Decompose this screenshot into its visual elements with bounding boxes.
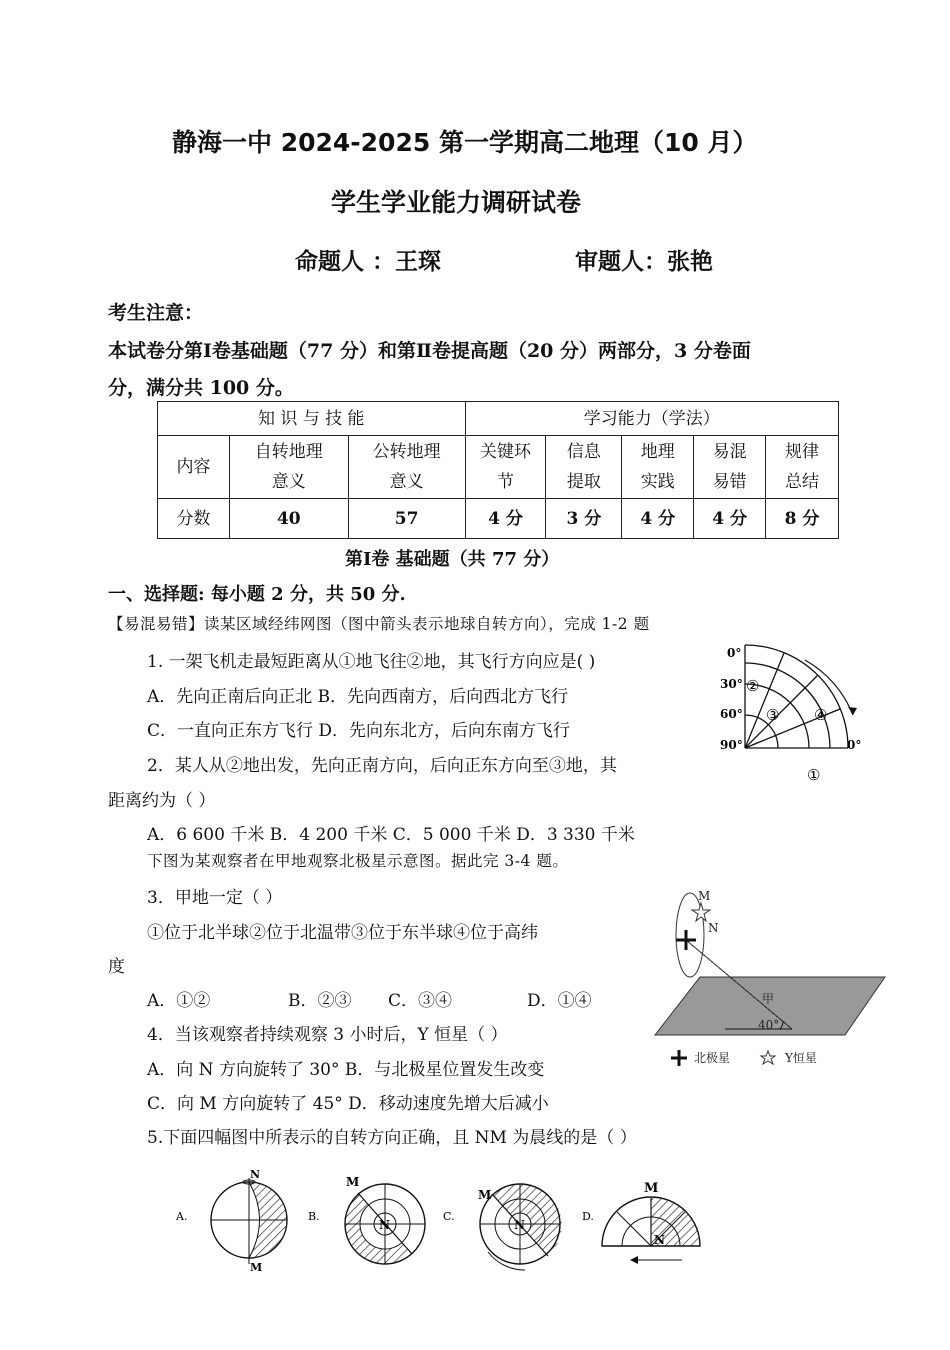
- q3-line-1: ①位于北半球②位于北温带③位于东半球④位于高纬: [147, 923, 538, 943]
- section-title: 第Ⅰ卷 基础题（共 77 分）: [345, 549, 560, 570]
- label-jia: 甲: [762, 992, 775, 1006]
- table-group-knowledge: 知 识 与 技 能: [158, 402, 466, 436]
- page-title: 静海一中 2024-2025 第一学期高二地理（10 月）: [172, 128, 758, 157]
- lat-long-grid-figure: [715, 645, 865, 795]
- y-star-icon: [692, 903, 710, 921]
- table-header-cell: 信息 提取: [546, 436, 622, 499]
- globe-a: [175, 1168, 287, 1274]
- q3-option-d[interactable]: D．①④: [527, 991, 592, 1011]
- table-header-cell: 公转地理 意义: [348, 436, 465, 499]
- table-row-label-content: 内容: [158, 436, 230, 499]
- label-n: N: [379, 1218, 390, 1232]
- q3-option-c[interactable]: C．③④: [388, 991, 453, 1011]
- lat-label: 60°: [720, 707, 743, 721]
- reviewer-label: 审题人：张艳: [575, 249, 713, 275]
- point-1: ①: [807, 766, 821, 784]
- table-score-cell: 57: [348, 499, 465, 539]
- q2-stem-2: 距离约为（ ）: [108, 791, 216, 811]
- option-a-label: A.: [176, 1210, 188, 1223]
- table-header-cell: 自转地理 意义: [229, 436, 348, 499]
- label-n: N: [708, 921, 719, 935]
- q2-stem-1: 2．某人从②地出发，先向正南方向，后向正东方向至③地，其: [147, 756, 617, 776]
- table-group-learning: 学习能力（学法）: [465, 402, 838, 436]
- lon-label: 0°: [847, 738, 862, 752]
- table-score-cell: 40: [229, 499, 348, 539]
- label-n: N: [514, 1218, 525, 1232]
- q3-line-2: 度: [108, 957, 125, 977]
- lat-label: 0°: [727, 646, 742, 660]
- legend-y-star-icon: [761, 1051, 775, 1064]
- intro-q1-2: 【易混易错】读某区域经纬网图（图中箭头表示地球自转方向），完成 1-2 题: [108, 615, 650, 633]
- table-header-cell: 关键环 节: [465, 436, 546, 499]
- arrow-head: [630, 1256, 638, 1264]
- option-c-label: C.: [443, 1210, 455, 1223]
- q4-stem: 4．当该观察者持续观察 3 小时后，Y 恒星（ ）: [147, 1025, 508, 1045]
- q1-options-cd[interactable]: C．一直向正东方飞行 D．先向东北方，后向东南方飞行: [147, 721, 571, 741]
- label-m: M: [250, 1261, 263, 1274]
- legend-y-label: Y恒星: [785, 1051, 817, 1065]
- label-angle: 40°: [758, 1018, 780, 1032]
- option-b-label: B.: [308, 1210, 320, 1223]
- globe-b: [308, 1175, 426, 1264]
- label-m: M: [644, 1181, 659, 1196]
- label-n: N: [250, 1168, 261, 1181]
- table-header-cell: 地理 实践: [622, 436, 694, 499]
- intro-q3-4: 下图为某观察者在甲地观察北极星示意图。据此完 3-4 题。: [147, 852, 569, 870]
- table-score-cell: 4 分: [622, 499, 694, 539]
- q5-stem: 5.下面四幅图中所表示的自转方向正确，且 NM 为晨线的是（ ）: [147, 1128, 637, 1148]
- label-m: M: [478, 1188, 492, 1202]
- q3-stem: 3．甲地一定（ ）: [147, 888, 283, 908]
- table-score-cell: 4 分: [465, 499, 546, 539]
- table-header-cell: 易混 易错: [694, 436, 766, 499]
- table-score-cell: 3 分: [546, 499, 622, 539]
- point-2: ②: [746, 677, 760, 695]
- q2-options[interactable]: A．6 600 千米 B．4 200 千米 C．5 000 千米 D．3 330 千米: [147, 825, 635, 845]
- label-n: N: [654, 1233, 665, 1247]
- q4-options-cd[interactable]: C．向 M 方向旋转了 45° D．移动速度先增大后减小: [147, 1094, 549, 1114]
- page-subtitle: 学生学业能力调研试卷: [331, 188, 582, 217]
- globe-c: [443, 1183, 562, 1270]
- table-score-cell: 4 分: [694, 499, 766, 539]
- arrow-head: [848, 707, 857, 715]
- q1-options-ab[interactable]: A．先向正南后向正北 B．先向西南方，后向西北方飞行: [147, 687, 569, 707]
- star-observation-figure: [650, 885, 890, 1070]
- q1-stem: 1. 一架飞机走最短距离从①地飞往②地，其飞行方向应是( ): [147, 652, 596, 672]
- notice-line-2: 分，满分共 100 分。: [108, 377, 294, 399]
- author-label: 命题人 ：王琛: [295, 249, 442, 275]
- q3-option-a[interactable]: A．①②: [147, 991, 211, 1011]
- table-score-cell: 8 分: [766, 499, 839, 539]
- globe-d: [582, 1181, 700, 1264]
- table-header-cell: 规律 总结: [766, 436, 839, 499]
- lat-label: 90°: [720, 738, 743, 752]
- q5-globes-figure: [170, 1168, 730, 1274]
- part-title: 一、选择题: 每小题 2 分，共 50 分.: [108, 584, 406, 605]
- q4-options-ab[interactable]: A．向 N 方向旋转了 30° B．与北极星位置发生改变: [147, 1060, 545, 1080]
- point-3: ③: [766, 706, 780, 724]
- legend-polaris-label: 北极星: [694, 1051, 731, 1065]
- notice-line-1: 本试卷分第Ⅰ卷基础题（77 分）和第Ⅱ卷提高题（20 分）两部分，3 分卷面: [108, 340, 751, 362]
- lat-label: 30°: [720, 677, 743, 691]
- point-4: ④: [814, 706, 828, 724]
- label-m: M: [346, 1175, 360, 1189]
- score-table: [157, 401, 839, 539]
- option-d-label: D.: [582, 1210, 594, 1223]
- table-row-label-score: 分数: [158, 499, 230, 539]
- notice-heading: 考生注意：: [108, 302, 204, 324]
- q3-option-b[interactable]: B．②③: [288, 991, 352, 1011]
- label-m: M: [698, 889, 711, 903]
